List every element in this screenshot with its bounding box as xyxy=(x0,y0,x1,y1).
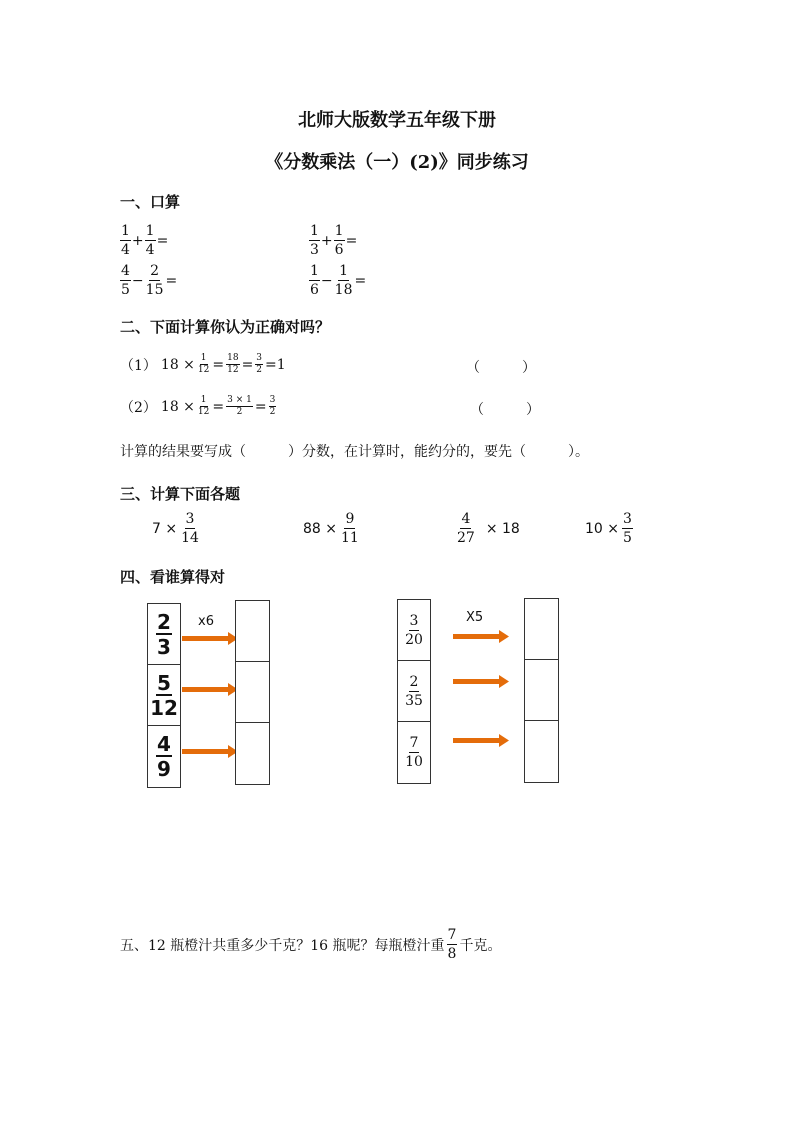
fraction: $\frac{1}{18}$ xyxy=(334,263,353,298)
fraction: $\frac{3}{5}$ xyxy=(623,511,632,546)
fraction: $\frac{3 \times 1}{2}$ xyxy=(227,395,252,417)
fraction: $\frac{1}{6}$ xyxy=(310,263,319,298)
oral-calc-item-3: $\frac{4}{5}$ − $\frac{2}{15}$ = xyxy=(121,263,178,298)
left-operation-label: x6 xyxy=(198,614,214,629)
fraction: $\frac{1}{12}$ xyxy=(197,395,210,417)
left-arrow-1 xyxy=(182,632,238,646)
fraction: $\frac{9}{11}$ xyxy=(341,511,359,546)
oral-calc-item-1: $\frac{1}{4}$ + $\frac{1}{4}$ = xyxy=(121,223,169,258)
left-fraction-cell-3 xyxy=(148,726,180,787)
right-arrow-1 xyxy=(453,630,509,644)
section-4-heading: 四、看谁算得对 xyxy=(120,568,226,586)
fraction: $\frac{5}{12}$ xyxy=(150,670,178,720)
right-answer-box-1[interactable] xyxy=(525,599,558,660)
calc-item-3: $\frac{4}{27}$ × 18 xyxy=(457,511,520,546)
fraction: $\frac{4}{9}$ xyxy=(157,732,171,781)
right-fraction-cell-3 xyxy=(398,722,430,783)
fraction: $\frac{18}{12}$ xyxy=(227,353,239,375)
fraction: $\frac{3}{14}$ xyxy=(181,511,199,546)
section-5-question: 五、12 瓶橙汁共重多少千克？16 瓶呢？每瓶橙汁重 $\frac{7}{8}$ 千克。 xyxy=(120,927,502,962)
fraction: $\frac{7}{10}$ xyxy=(405,735,423,770)
fraction: $\frac{7}{8}$ xyxy=(447,927,457,962)
page-title: 北师大版数学五年级下册 xyxy=(298,110,496,131)
fraction: $\frac{2}{3}$ xyxy=(157,609,171,659)
oral-calc-item-4: $\frac{1}{6}$ − $\frac{1}{18}$ = xyxy=(310,263,367,298)
calc-item-1: 7 × $\frac{3}{14}$ xyxy=(152,511,199,546)
left-answer-box-2[interactable] xyxy=(236,662,269,723)
right-arrow-2 xyxy=(453,675,509,689)
fraction: $\frac{1}{4}$ xyxy=(121,223,130,258)
fraction: $\frac{1}{6}$ xyxy=(334,223,344,258)
left-answer-box-3[interactable] xyxy=(236,723,269,784)
right-fraction-column xyxy=(397,599,431,784)
judge-item-2: （2） 18 × $\frac{1}{12}$ = $\frac{3 \times 1}{2}$ = $\frac{3}{2}$ xyxy=(120,395,276,417)
section-2-heading: 二、下面计算你认为正确对吗？ xyxy=(120,318,331,336)
fraction: $\frac{1}{12}$ xyxy=(197,353,210,375)
section-1-heading: 一、口算 xyxy=(120,193,181,211)
fraction: $\frac{3}{2}$ xyxy=(269,395,276,417)
left-fraction-column xyxy=(147,603,181,788)
right-fraction-cell-2 xyxy=(398,661,430,722)
left-answer-box-1[interactable] xyxy=(236,601,269,662)
left-answer-column xyxy=(235,600,270,785)
left-fraction-cell-1 xyxy=(148,604,180,665)
fraction: $\frac{2}{35}$ xyxy=(405,673,423,709)
left-arrow-3 xyxy=(182,745,238,759)
fraction: $\frac{1}{3}$ xyxy=(310,223,319,258)
fraction: $\frac{2}{15}$ xyxy=(145,263,164,298)
right-fraction-cell-1 xyxy=(398,600,430,661)
calc-item-2: 88 × $\frac{9}{11}$ xyxy=(303,511,359,546)
left-arrow-2 xyxy=(182,683,238,697)
fraction: $\frac{4}{5}$ xyxy=(121,263,130,298)
fraction: $\frac{3}{20}$ xyxy=(405,612,423,648)
oral-calc-item-2: $\frac{1}{3}$ + $\frac{1}{6}$ = xyxy=(310,223,358,258)
answer-bracket-2[interactable]: （ ） xyxy=(470,402,540,418)
calc-item-4: 10 × $\frac{3}{5}$ xyxy=(585,511,632,546)
page-subtitle: 《分数乘法（一）(2)》同步练习 xyxy=(265,152,529,173)
fill-in-sentence: 计算的结果要写成（ ）分数，在计算时，能约分的，要先（ ）。 xyxy=(120,444,589,460)
left-fraction-cell-2 xyxy=(148,665,180,726)
fraction: $\frac{4}{27}$ xyxy=(457,511,475,546)
right-answer-box-3[interactable] xyxy=(525,721,558,782)
fraction: $\frac{3}{2}$ xyxy=(256,353,263,375)
right-operation-label: X5 xyxy=(466,610,484,625)
judge-item-1: （1） 18 × $\frac{1}{12}$ = $\frac{18}{12}$ = $\frac{3}{2}$ =1 xyxy=(120,353,286,375)
right-answer-column xyxy=(524,598,559,783)
right-arrow-3 xyxy=(453,734,509,748)
right-answer-box-2[interactable] xyxy=(525,660,558,721)
section-3-heading: 三、计算下面各题 xyxy=(120,485,241,503)
answer-bracket-1[interactable]: （ ） xyxy=(466,360,536,376)
fraction: $\frac{1}{4}$ xyxy=(145,223,155,258)
